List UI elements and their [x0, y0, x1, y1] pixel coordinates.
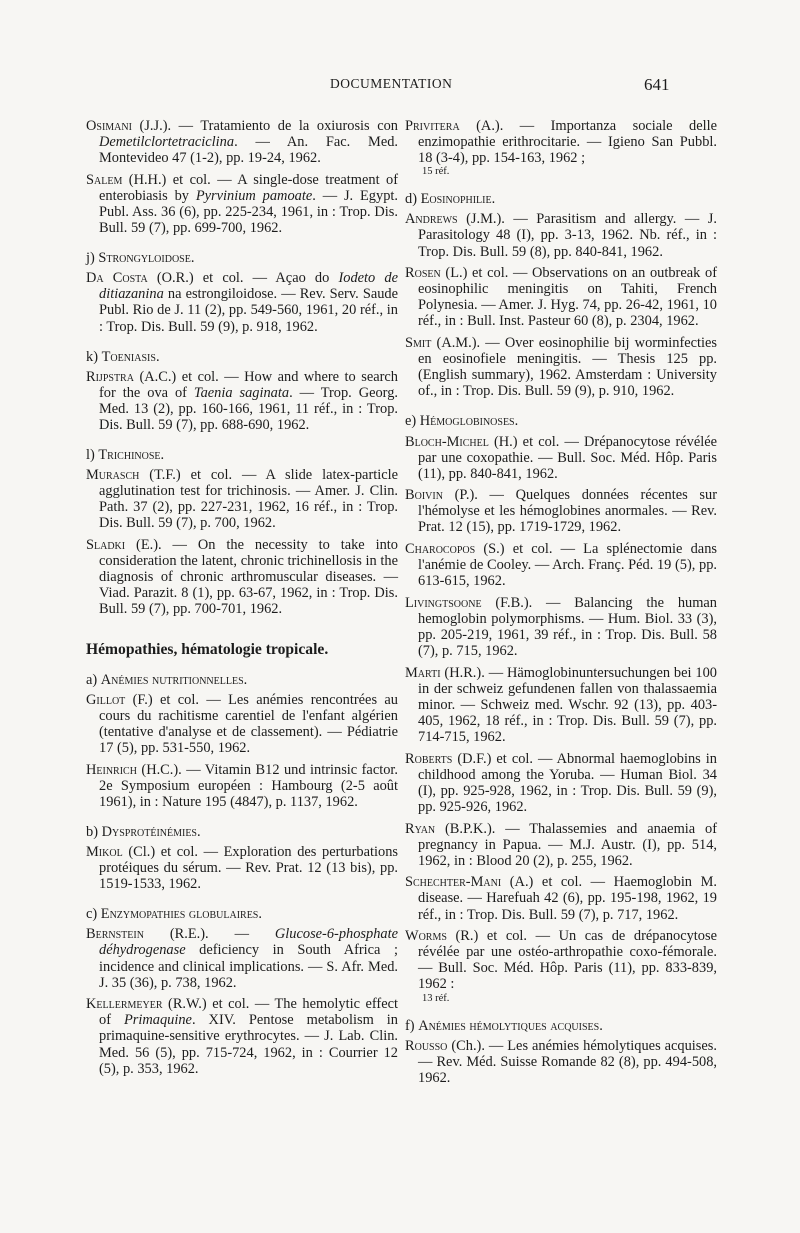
entry-author: Schechter-Mani	[405, 874, 502, 891]
bibliography-entry	[405, 928, 717, 1003]
entry-text: (H.C.). — Vitamin B12 und intrinsic factor. 2e Symposium européen : Hambourg (2-5 août 1961), in : Nature 195 (4847), p. 1137, 1962.	[99, 761, 398, 810]
entry-text: (S.) et col. — La splénectomie dans l'anémie de Cooley. — Arch. Franç. Péd. 19 (5), pp. 613-615, 1962.	[418, 541, 717, 590]
entry-author: Kellermeyer	[86, 996, 163, 1013]
entry-text: (H.H.) et col. — A single-dose treatment of enterobiasis by	[99, 171, 398, 204]
subsection-letter: b)	[86, 823, 102, 840]
entry-text: (B.P.K.). — Thalassemies and anaemia of pregnancy in Papua. — M.J. Austr. (I), pp. 514, 1962, in : Blood 20 (2), p. 255, 1962.	[418, 820, 717, 869]
subsection-title: Hémoglobinoses.	[419, 413, 519, 430]
subsection-title: Toeniasis.	[101, 348, 160, 365]
entry-author: Murasch	[86, 467, 140, 484]
subsection-letter: l)	[86, 447, 99, 464]
bibliography-entry	[86, 926, 398, 990]
right-column	[405, 118, 717, 1091]
subsection-letter: j)	[86, 250, 99, 267]
entry-author: Mikol	[86, 843, 123, 860]
bibliography-entry	[405, 541, 717, 589]
entry-author: Marti	[405, 664, 441, 681]
entry-text: (H.) et col. — Drépanocytose révélée par une coxopathie. — Bull. Soc. Méd. Hôp. Paris (11), pp. 840-841, 1962.	[418, 433, 717, 482]
bibliography-entry	[405, 434, 717, 482]
bibliography-entry	[86, 467, 398, 531]
subsection-letter: e)	[405, 413, 420, 430]
entry-source: . XIV. Pentose metabolism in primaquine-sensitive erythrocytes. — J. Lab. Clin. Med. 56 (5), pp. 715-724, 1962, in : Courrier 12 (5), p. 353, 1962.	[99, 1012, 398, 1077]
subsection-title: Eosinophilie.	[420, 191, 496, 208]
entry-text: (J.J.). — Tratamiento de la oxiurosis con	[131, 118, 398, 134]
entry-author: Livingtsoone	[405, 594, 482, 611]
entry-author: Sladki	[86, 537, 126, 554]
bibliography-entry	[405, 751, 717, 815]
entry-text: (Cl.) et col. — Exploration des perturbations protéiques du sérum. — Rev. Prat. 12 (13 bis), pp. 1519-1533, 1962.	[99, 843, 398, 893]
entry-text: (A.C.) et col. — How and where to search for the ova of	[99, 368, 398, 401]
entry-title-italic: Taenia saginata	[193, 384, 290, 401]
bibliography-entry	[405, 487, 717, 535]
entry-author: Heinrich	[86, 761, 137, 778]
subsection-letter: a)	[86, 671, 101, 688]
entry-text: (J.M.). — Parasitism and allergy. — J. Parasitology 48 (I), pp. 3-13, 1962. Nb. réf., in : Trop. Dis. Bull. 59 (8), pp. 840-841, 1962.	[418, 211, 717, 260]
entry-author: Worms	[405, 928, 447, 945]
entry-text: (R.E.). —	[143, 926, 275, 943]
entry-text: (A.). — Importanza sociale delle enzimopathie erithrocitarie. — Igieno San Pubbl. 18 (3-4), pp. 154-163, 1962 ;	[418, 118, 717, 167]
bibliography-entry	[405, 874, 717, 922]
entry-text: (Ch.). — Les anémies hémolytiques acquises. — Rev. Méd. Suisse Romande 82 (8), pp. 494-508, 1962.	[418, 1037, 717, 1086]
entry-title-italic: Iodeto de ditiazanina	[99, 270, 398, 303]
subsection-heading	[405, 413, 717, 429]
entry-author: Bloch-Michel	[405, 433, 489, 450]
bibliography-entry	[86, 996, 398, 1076]
subsection-heading	[86, 824, 398, 840]
entry-source: deficiency in South Africa ; incidence and clinical implications. — S. Afr. Med. J. 35 (36), p. 738, 1962.	[99, 942, 398, 991]
section-heading: Hémopathies, hématologie tropicale.	[86, 640, 329, 658]
entry-text: (E.). — On the necessity to take into consideration the latent, chronic trichinellosis in the diagnosis of chronic arthromuscular diseases. — Viad. Parazit. 8 (1), pp. 63-67, 1962, in : Trop. Dis. Bull. 59 (7), pp. 700-701, 1962.	[99, 537, 398, 618]
bibliography-entry	[405, 118, 717, 177]
subsection-letter: f)	[405, 1017, 419, 1034]
subsection-heading	[405, 1018, 717, 1034]
subsection-heading	[86, 349, 398, 365]
entry-text: (D.F.) et col. — Abnormal haemoglobins in childhood among the Yoruba. — Human Biol. 34 (I), pp. 925-928, 1962, in : Trop. Dis. Bull. 59 (9), pp. 925-926, 1962.	[418, 750, 717, 815]
entry-title-italic: Primaquine	[124, 1012, 192, 1029]
subsection-heading	[86, 672, 398, 688]
bibliography-entry	[86, 844, 398, 892]
subsection-title: Dysprotéinémies.	[101, 823, 201, 840]
entry-text: (L.) et col. — Observations on an outbreak of eosinophilic meningitis on Tahiti, French Polynesia. — Amer. J. Hyg. 74, pp. 26-42, 1961, 10 réf., in : Bull. Inst. Pasteur 60 (8), p. 2304, 1962.	[418, 265, 717, 330]
bibliography-entry	[405, 595, 717, 659]
entry-text: (F.B.). — Balancing the human hemoglobin polymorphisms. — Hum. Biol. 33 (3), pp. 205-219, 1961, 39 réf., in : Trop. Dis. Bull. 58 (7), p. 715, 1962.	[418, 594, 717, 660]
bibliography-entry	[86, 692, 398, 756]
bibliography-entry	[86, 172, 398, 236]
page-number: 641	[644, 75, 670, 94]
bibliography-entry	[405, 665, 717, 745]
entry-title-italic: Glucose-6-phosphate déhydrogenase	[99, 926, 398, 959]
entry-author: Salem	[86, 171, 123, 188]
entry-text: (T.F.) et col. — A slide latex-particle agglutination test for trichinosis. — Amer. J. Clin. Path. 37 (2), pp. 227-231, 1962, 16 réf., in : Trop. Dis. Bull. 59 (7), p. 700, 1962.	[99, 467, 398, 532]
bibliography-entry	[86, 270, 398, 334]
subsection-letter: k)	[86, 348, 102, 365]
entry-author: Rijpstra	[86, 368, 134, 385]
entry-author: Osimani	[86, 118, 132, 134]
entry-source: na estrongiloidose. — Rev. Serv. Saude Publ. Rio de J. 11 (2), pp. 549-560, 1961, 20 réf., in : Trop. Dis. Bull. 59 (9), p. 918, 1962.	[99, 286, 398, 335]
entry-author: Rosen	[405, 265, 441, 282]
entry-text: (A.M.). — Over eosinophilie bij worminfecties en eosinofiele meningitis. — Thesis 125 pp. (English summary), 1962. Amsterdam : University of., in : Trop. Dis. Bull. 59 (9), p. 910, 1962.	[418, 335, 717, 400]
entry-text: (A.) et col. — Haemoglobin M. disease. — Harefuah 42 (6), pp. 195-198, 1962, 19 réf., in : Trop. Dis. Bull. 59 (7), p. 717, 1962.	[418, 874, 717, 923]
subsection-title: Strongyloidose.	[98, 250, 195, 267]
entry-author: Ryan	[405, 820, 436, 837]
bibliography-entry	[405, 265, 717, 329]
bibliography-entry	[405, 1038, 717, 1086]
entry-text: (R.) et col. — Un cas de drépanocytose révélée par une ostéo-arthropathie coxo-fémorale. — Bull. Soc. Méd. Hôp. Paris (11), pp. 833-839, 1962 :	[418, 928, 717, 993]
bibliography-entry	[86, 369, 398, 433]
entry-author: Rousso	[405, 1037, 448, 1054]
subsection-heading	[86, 250, 398, 266]
page-header	[0, 76, 800, 96]
bibliography-entry	[86, 537, 398, 617]
left-column	[86, 118, 398, 1082]
running-head: DOCUMENTATION	[330, 76, 453, 91]
entry-author: Andrews	[405, 211, 458, 228]
subsection-title: Trichinose.	[98, 447, 165, 464]
entry-author: Bernstein	[86, 926, 144, 943]
entry-source: . — J. Egypt. Publ. Ass. 36 (6), pp. 225-234, 1961, in : Trop. Dis. Bull. 59 (7), pp. 699-700, 1962.	[99, 187, 398, 237]
entry-source: . — Trop. Georg. Med. 13 (2), pp. 160-166, 1961, 11 réf., in : Trop. Dis. Bull. 59 (7), pp. 688-690, 1962.	[99, 384, 398, 433]
subsection-title: Anémies nutritionnelles.	[100, 671, 248, 688]
entry-text: (O.R.) et col. — Açao do	[147, 270, 339, 287]
subsection-title: Enzymopathies globulaires.	[100, 906, 262, 923]
entry-text: (P.). — Quelques données récentes sur l'hémolyse et les hémoglobines anormales. — Rev. Prat. 12 (15), pp. 1719-1729, 1962.	[418, 487, 717, 536]
entry-text: (H.R.). — Hämoglobinuntersuchungen bei 100 in der schweiz gefundenen fallen von thalassaemia minor. — Schweiz med. Wschr. 92 (13), pp. 403-405, 1962, 18 réf., in : Trop. Dis. Bull. 59 (7), pp. 714-715, 1962.	[418, 664, 717, 746]
subsection-heading	[405, 191, 717, 207]
bibliography-entry	[86, 762, 398, 810]
entry-refs-note: 13 réf.	[422, 992, 450, 1004]
entry-author: Charocopos	[405, 541, 476, 558]
subsection-heading	[86, 447, 398, 463]
bibliography-entry	[405, 211, 717, 259]
entry-author: Privitera	[405, 118, 460, 134]
entry-author: Gillot	[86, 691, 126, 708]
bibliography-entry	[86, 118, 398, 166]
subsection-title: Anémies hémolytiques acquises.	[418, 1017, 603, 1034]
entry-text: (R.W.) et col. — The hemolytic effect of	[99, 996, 398, 1029]
entry-author: Boivin	[405, 487, 443, 504]
bibliography-entry	[405, 335, 717, 399]
entry-author: Roberts	[405, 750, 453, 767]
entry-author: Smit	[405, 335, 432, 352]
entry-author: Da Costa	[86, 270, 148, 287]
subsection-letter: d)	[405, 191, 421, 208]
subsection-heading	[86, 906, 398, 922]
entry-title-italic: Pyrvinium pamoate	[195, 187, 313, 204]
entry-title-italic: Demetilclortetraciclina	[99, 134, 235, 151]
bibliography-entry	[405, 821, 717, 869]
entry-text: (F.) et col. — Les anémies rencontrées au cours du rachitisme carentiel de l'enfant algérien (tentative d'analyse et de classement). — Pédiatrie 17 (5), pp. 531-550, 1962.	[99, 691, 398, 756]
entry-refs-note: 15 réf.	[422, 166, 450, 178]
subsection-letter: c)	[86, 906, 101, 923]
entry-source: . — An. Fac. Med. Montevideo 47 (1-2), pp. 19-24, 1962.	[99, 134, 398, 167]
